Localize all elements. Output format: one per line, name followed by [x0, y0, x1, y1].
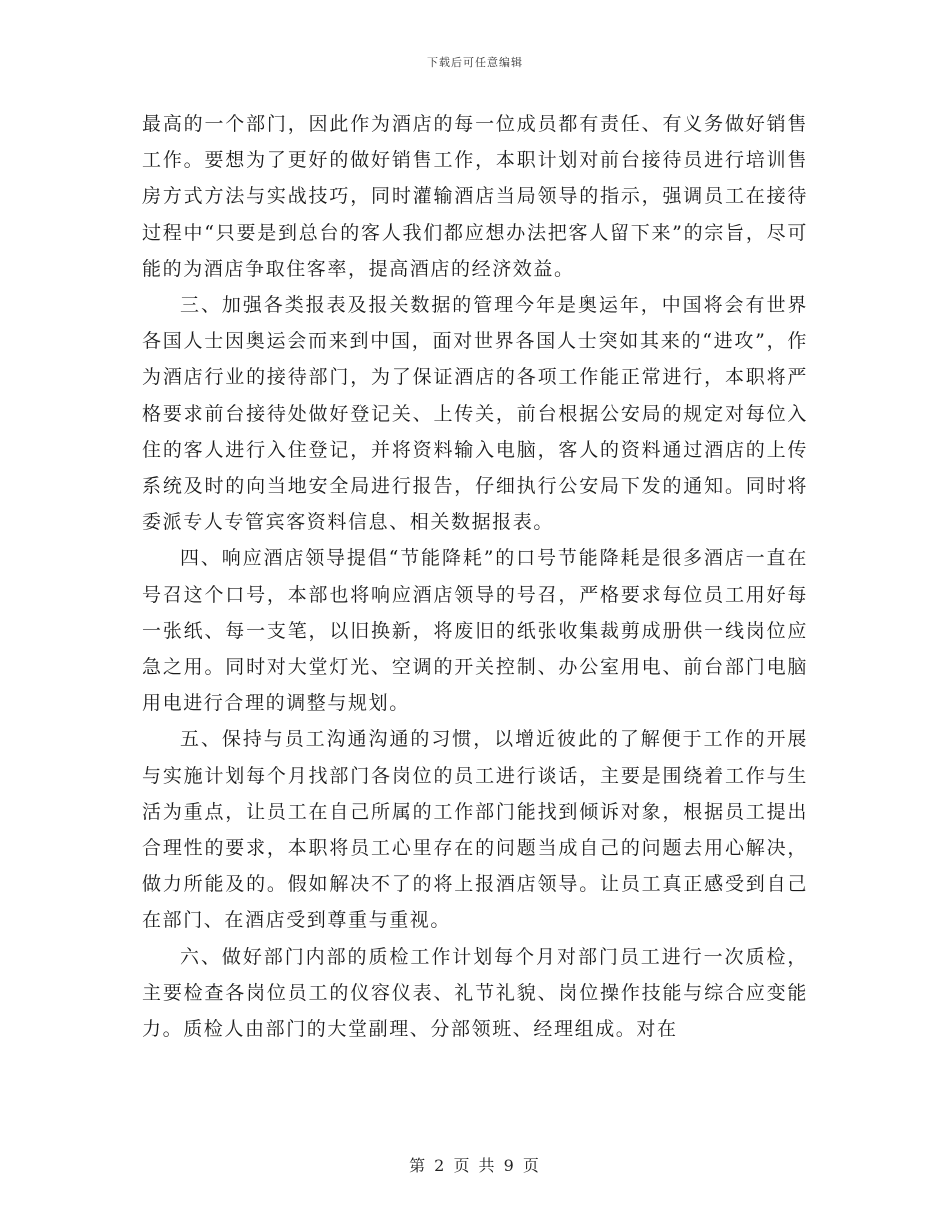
page-footer: 第 2 页 共 9 页: [409, 1156, 541, 1175]
paragraph-section-3: 三、加强各类报表及报关数据的管理今年是奥运年，中国将会有世界各国人士因奥运会而来到中国，面对世界各国人士突如其来的“进攻”，作为酒店行业的接待部门，为了保证酒店的各项工作能正常进行，本职将严格要求前台接待处做好登记关、上传关，前台根据公安局的规定对每位入住的客人进行入住登记，并将资料输入电脑，客人的资料通过酒店的上传系统及时的向当地安全局进行报告，仔细执行公安局下发的通知。同时将委派专人专管宾客资料信息、相关数据报表。: [142, 294, 808, 534]
page-header: 下载后可任意编辑: [427, 56, 523, 69]
body-text: [142, 106, 808, 1047]
paragraph-section-5: 五、保持与员工沟通沟通的习惯，以增近彼此的了解便于工作的开展与实施计划每个月找部门各岗位的员工进行谈话，主要是围绕着工作与生活为重点，让员工在自己所属的工作部门能找到倾诉对象，根据员工提出合理性的要求，本职将员工心里存在的问题当成自己的问题去用心解决，做力所能及的。假如解决不了的将上报酒店领导。让员工真正感受到自己在部门、在酒店受到尊重与重视。: [142, 728, 808, 932]
paragraph-section-6: 六、做好部门内部的质检工作计划每个月对部门员工进行一次质检，主要检查各岗位员工的仪容仪表、礼节礼貌、岗位操作技能与综合应变能力。质检人由部门的大堂副理、分部领班、经理组成。对在: [142, 945, 808, 1041]
paragraph-section-4: 四、响应酒店领导提倡“节能降耗”的口号节能降耗是很多酒店一直在号召这个口号，本部也将响应酒店领导的号召，严格要求每位员工用好每一张纸、每一支笔，以旧换新，将废旧的纸张收集裁剪成册供一线岗位应急之用。同时对大堂灯光、空调的开关控制、办公室用电、前台部门电脑用电进行合理的调整与规划。: [142, 547, 808, 715]
paragraph-continuation: 最高的一个部门，因此作为酒店的每一位成员都有责任、有义务做好销售工作。要想为了更好的做好销售工作，本职计划对前台接待员进行培训售房方式方法与实战技巧，同时灌输酒店当局领导的指示，强调员工在接待过程中“只要是到总台的客人我们都应想办法把客人留下来”的宗旨，尽可能的为酒店争取住客率，提高酒店的经济效益。: [142, 113, 808, 280]
